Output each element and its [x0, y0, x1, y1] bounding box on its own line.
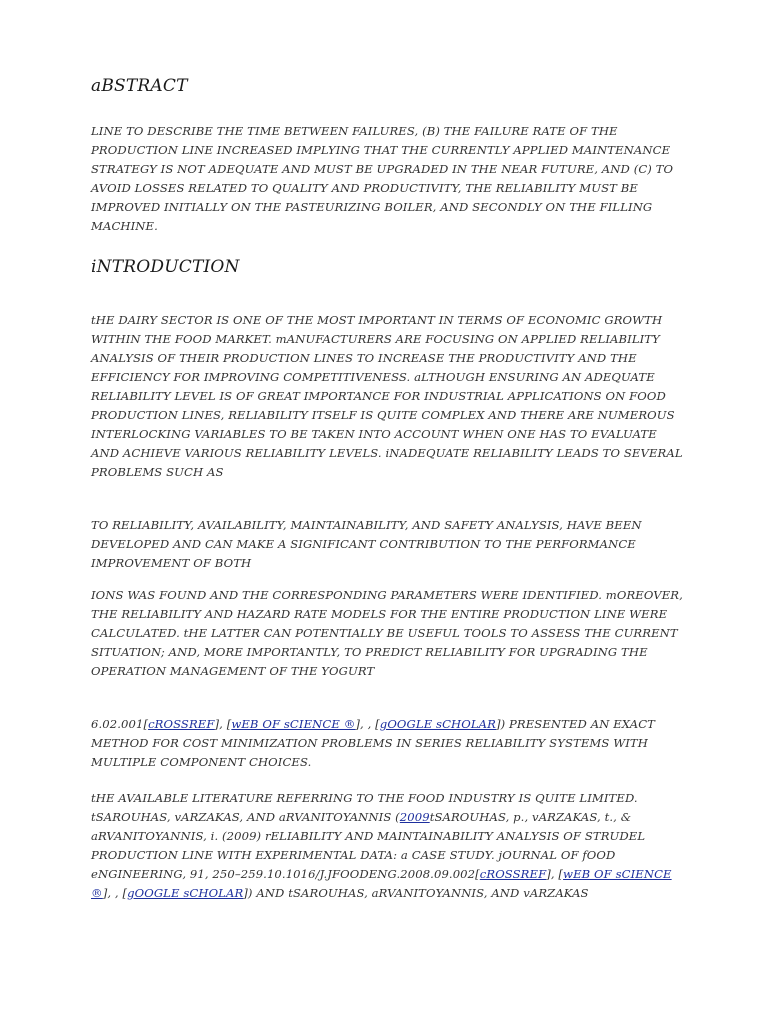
crossref-link[interactable]: cROSSREF: [479, 867, 547, 881]
bracket-open: [: [475, 867, 480, 881]
citation-text: tSAROUHAS, p., vARZAKAS, t., & aRVANITOYANNIS, i. (2009) rELIABILITY AND MAINTAINABILITY ANALYSIS OF STRUDEL PRODUCTION LINE WITH EXPERIMENTAL DATA: a CASE STUDY. jOURNAL OF fOOD eNGINEERING, 91, 250–259.10.1016/J.JFOODENG.2008.09.002: [91, 810, 646, 881]
link-separator: ], , [: [355, 717, 380, 731]
intro-paragraph-3: IONS WAS FOUND AND THE CORRESPONDING PARAMETERS WERE IDENTIFIED. mOREOVER, THE RELIABILITY AND HAZARD RATE MODELS FOR THE ENTIRE PRODUCTION LINE WERE CALCULATED. tHE LATTER CAN POTENTIALLY BE USEFUL TOOLS TO ASSESS THE CURRENT SITUATION; AND, MORE IMPORTANTLY, TO PREDICT RELIABILITY FOR UPGRADING THE OPERATION MANAGEMENT OF THE YOGURT: [91, 588, 683, 678]
reference-number: 6.02.001: [91, 717, 144, 731]
paragraph-text: ]) AND tSAROUHAS, aRVANITOYANNIS, AND vARZAKAS: [243, 886, 589, 900]
web-of-science-link[interactable]: wEB OF sCIENCE ®: [231, 717, 356, 731]
google-scholar-link[interactable]: gOOGLE sCHOLAR: [379, 717, 496, 731]
abstract-heading: aBSTRACT: [91, 76, 188, 96]
link-separator: ], [: [214, 717, 232, 731]
paragraph-text: tHE AVAILABLE LITERATURE REFERRING TO THE FOOD INDUSTRY IS QUITE LIMITED. tSAROUHAS, vARZAKAS, AND aRVANITOYANNIS (: [91, 791, 638, 824]
link-separator: ], [: [546, 867, 564, 881]
year-citation-link[interactable]: 2009: [399, 810, 430, 824]
google-scholar-link[interactable]: gOOGLE sCHOLAR: [127, 886, 244, 900]
crossref-link[interactable]: cROSSREF: [148, 717, 215, 731]
intro-paragraph-2: TO RELIABILITY, AVAILABILITY, MAINTAINABILITY, AND SAFETY ANALYSIS, HAVE BEEN DEVELOPED AND CAN MAKE A SIGNIFICANT CONTRIBUTION TO THE PERFORMANCE IMPROVEMENT OF BOTH: [91, 518, 642, 570]
intro-paragraph-1: tHE DAIRY SECTOR IS ONE OF THE MOST IMPORTANT IN TERMS OF ECONOMIC GROWTH WITHIN THE FOOD MARKET. mANUFACTURERS ARE FOCUSING ON APPLIED RELIABILITY ANALYSIS OF THEIR PRODUCTION LINES TO INCREASE THE PRODUCTIVITY AND THE EFFICIENCY FOR IMPROVING COMPETITIVENESS. aLTHOUGH ENSURING AN ADEQUATE RELIABILITY LEVEL IS OF GREAT IMPORTANCE FOR INDUSTRIAL APPLICATIONS ON FOOD PRODUCTION LINES, RELIABILITY ITSELF IS QUITE COMPLEX AND THERE ARE NUMEROUS INTERLOCKING VARIABLES TO BE TAKEN INTO ACCOUNT WHEN ONE HAS TO EVALUATE AND ACHIEVE VARIOUS RELIABILITY LEVELS. iNADEQUATE RELIABILITY LEADS TO SEVERAL PROBLEMS SUCH AS: [91, 313, 683, 479]
intro-paragraph-4: [91, 715, 683, 772]
introduction-heading: iNTRODUCTION: [91, 257, 240, 277]
bracket-open: [: [143, 717, 149, 731]
intro-paragraph-5: [91, 789, 683, 903]
link-separator: ], , [: [102, 886, 128, 900]
paragraph-text: ]) PRESENTED AN EXACT METHOD FOR COST MINIMIZATION PROBLEMS IN SERIES RELIABILITY SYSTEMS WITH MULTIPLE COMPONENT CHOICES.: [91, 717, 656, 769]
abstract-paragraph: LINE TO DESCRIBE THE TIME BETWEEN FAILURES, (B) THE FAILURE RATE OF THE PRODUCTION LINE INCREASED IMPLYING THAT THE CURRENTLY APPLIED MAINTENANCE STRATEGY IS NOT ADEQUATE AND MUST BE UPGRADED IN THE NEAR FUTURE, AND (C) TO AVOID LOSSES RELATED TO QUALITY AND PRODUCTIVITY, THE RELIABILITY MUST BE IMPROVED INITIALLY ON THE PASTEURIZING BOILER, AND SECONDLY ON THE FILLING MACHINE.: [91, 124, 674, 233]
web-of-science-link[interactable]: wEB OF sCIENCE ®: [91, 867, 672, 900]
